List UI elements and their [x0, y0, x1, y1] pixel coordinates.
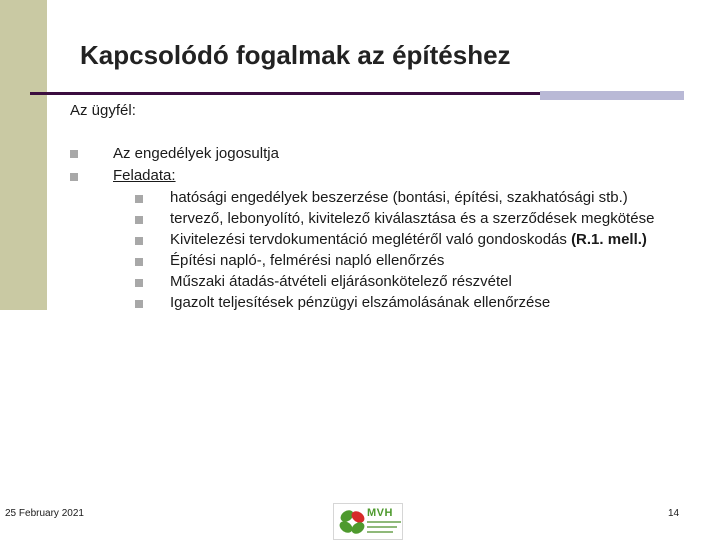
mvh-logo	[333, 503, 403, 540]
bullet-square-icon	[135, 216, 143, 224]
list-item: tervező, lebonyolító, kivitelező kiválasztása és a szerződések megkötése	[170, 210, 655, 227]
clover-logo-icon	[337, 507, 367, 537]
list-item-text: Kivitelezési tervdokumentáció meglétéről való gondoskodás	[170, 231, 567, 248]
logo-wordmark: MVH	[367, 507, 393, 519]
list-item: Igazolt teljesítések pénzügyi elszámolásának ellenőrzése	[170, 294, 551, 311]
list-item: Az engedélyek jogosultja	[113, 145, 279, 162]
list-item: Műszaki átadás-átvételi eljárásonkötelező részvétel	[170, 273, 512, 290]
footer-date: 25 February 2021	[5, 508, 84, 519]
slide-title: Kapcsolódó fogalmak az építéshez	[80, 40, 511, 70]
reference-label: (R.1. mell.)	[571, 231, 647, 248]
bullet-square-icon	[135, 237, 143, 245]
list-item	[170, 231, 647, 248]
list-item: hatósági engedélyek beszerzése (bontási, építési, szakhatósági stb.)	[170, 189, 628, 206]
bullet-square-icon	[135, 258, 143, 266]
title-rule-accent	[540, 91, 684, 100]
left-decor-band	[0, 0, 47, 310]
logo-subtext-line	[367, 531, 393, 533]
logo-subtext-line	[367, 526, 397, 528]
bullet-square-icon	[70, 150, 78, 158]
page-number: 14	[668, 508, 680, 519]
logo-subtext-line	[367, 521, 401, 523]
list-item: Feladata:	[113, 167, 176, 184]
bullet-square-icon	[135, 300, 143, 308]
bullet-square-icon	[135, 279, 143, 287]
bullet-square-icon	[135, 195, 143, 203]
list-item: Építési napló-, felmérési napló ellenőrzés	[170, 252, 445, 269]
bullet-square-icon	[70, 173, 78, 181]
lead-text: Az ügyfél:	[70, 102, 136, 119]
